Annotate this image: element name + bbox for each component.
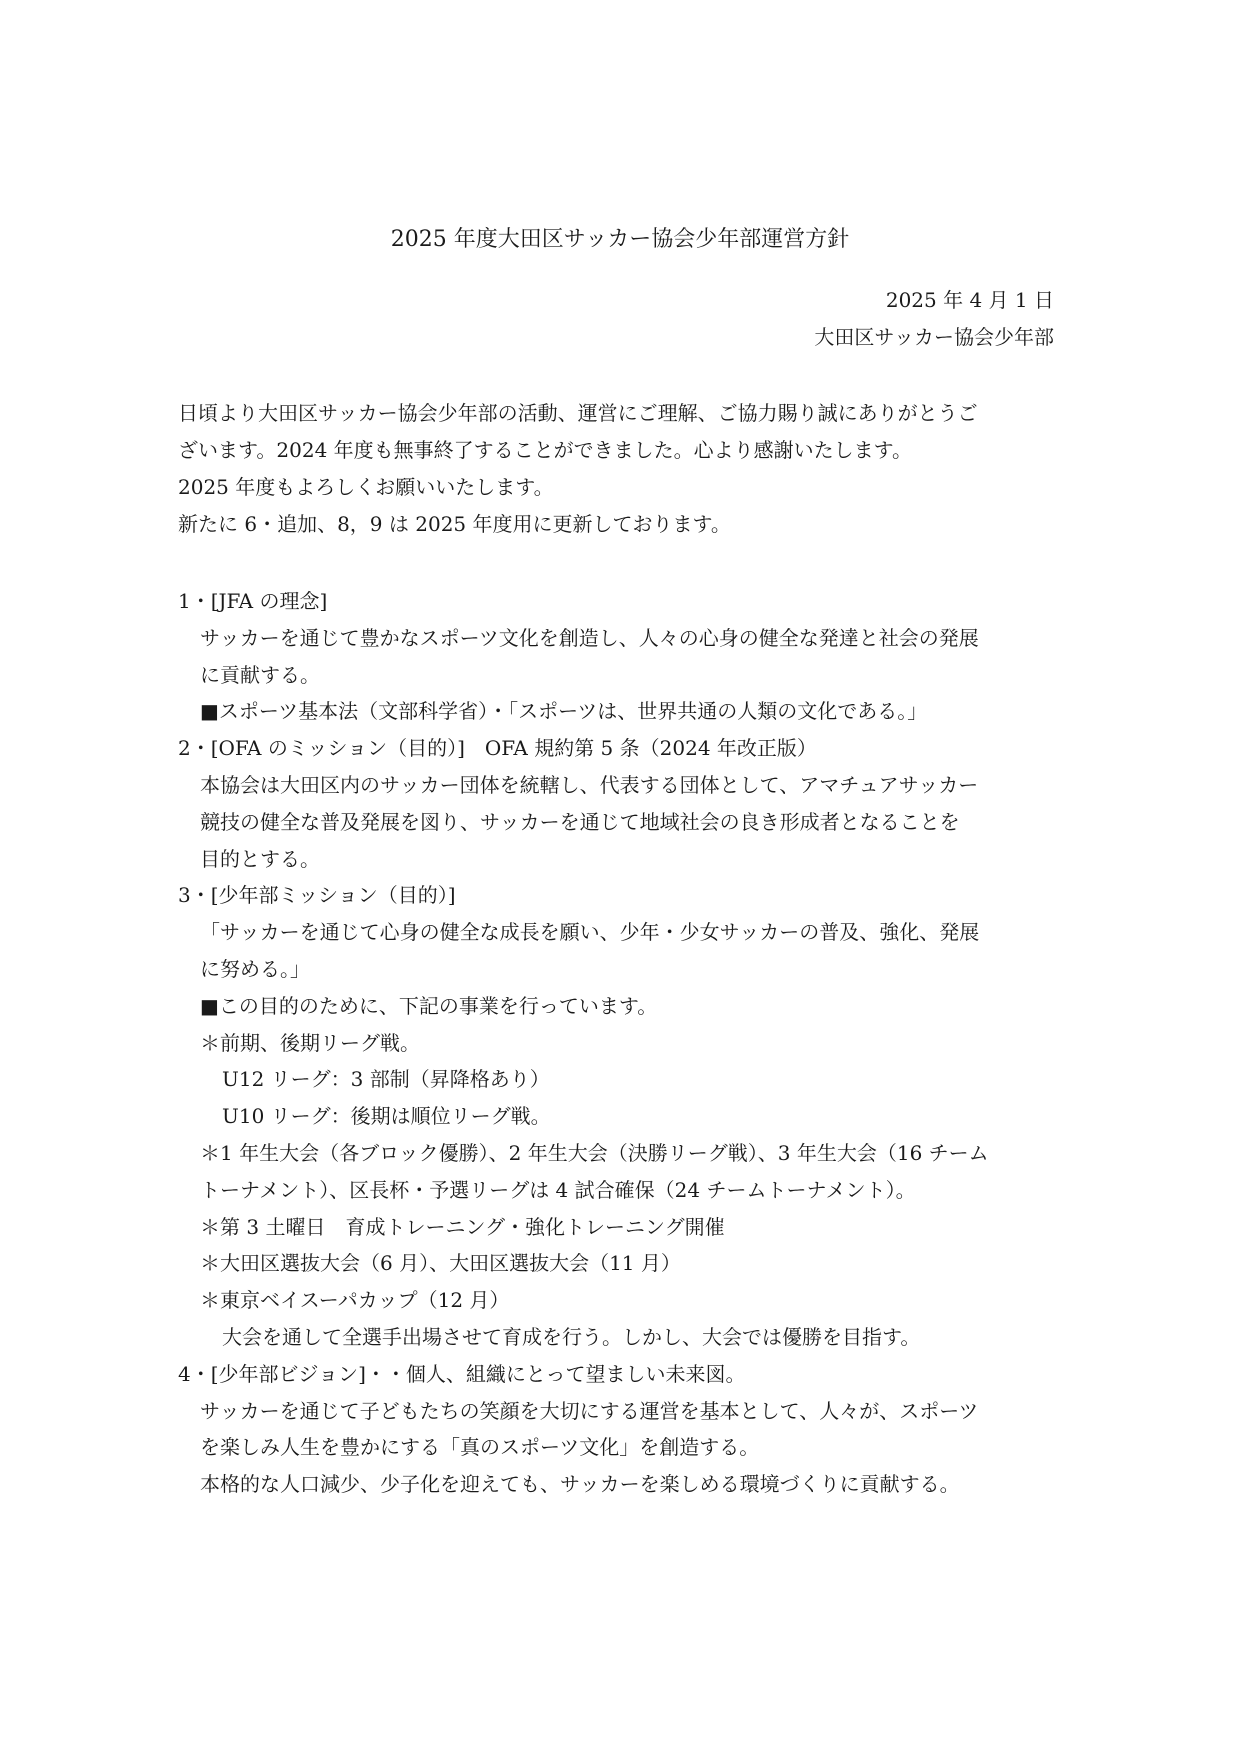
section-line: U10 リーグ：後期は順位リーグ戦。 [222, 1104, 551, 1129]
section-line: 「サッカーを通じて心身の健全な成長を願い、少年・少女サッカーの普及、強化、発展 [200, 920, 980, 945]
section-line: ■この目的のために、下記の事業を行っています。 [200, 993, 658, 1018]
document-title: 2025 年度大田区サッカー協会少年部運営方針 [390, 227, 850, 252]
section-line: ＊第 3 土曜日 育成トレーニング・強化トレーニング開催 [200, 1214, 725, 1239]
section-heading: 2・[OFA のミッション（目的）] OFA 規約第 5 条（2024 年改正版） [178, 736, 817, 761]
section-line: を楽しみ人生を豊かにする「真のスポーツ文化」を創造する。 [200, 1435, 760, 1460]
section-line: ＊1 年生大会（各ブロック優勝）、2 年生大会（決勝リーグ戦）、3 年生大会（16 チーム [200, 1140, 989, 1165]
section-line: ＊前期、後期リーグ戦。 [200, 1030, 420, 1055]
section-line: 目的とする。 [200, 846, 320, 871]
section-line: ■スポーツ基本法（文部科学省）・「スポーツは、世界共通の人類の文化である。」 [200, 699, 928, 724]
document-date: 2025 年 4 月 1 日 [885, 288, 1054, 312]
section-line: 本格的な人口減少、少子化を迎えても、サッカーを楽しめる環境づくりに貢献する。 [200, 1472, 960, 1497]
section-heading: 3・[少年部ミッション（目的）] [178, 883, 456, 908]
section-heading: 4・[少年部ビジョン]・・個人、組織にとって望ましい未来図。 [178, 1361, 746, 1386]
intro-paragraph [178, 395, 1078, 543]
section-line: サッカーを通じて豊かなスポーツ文化を創造し、人々の心身の健全な発達と社会の発展 [200, 625, 979, 650]
section-line: ＊東京ベイスーパカップ（12 月） [200, 1288, 510, 1313]
section-line: に貢献する。 [200, 662, 320, 687]
section-heading: 1・[JFA の理念] [178, 589, 328, 613]
section-line: 大会を通して全選手出場させて育成を行う。しかし、大会では優勝を目指す。 [222, 1324, 921, 1349]
section-jfa-philosophy [178, 583, 1078, 730]
section-line: サッカーを通じて子どもたちの笑顔を大切にする運営を基本として、人々が、スポーツ [200, 1398, 979, 1423]
section-line: 競技の健全な普及発展を図り、サッカーを通じて地域社会の良き形成者となることを [200, 809, 960, 834]
intro-line: 2025 年度もよろしくお願いいたします。 [178, 475, 554, 499]
section-line: に努める。」 [200, 956, 310, 981]
section-line: ＊大田区選抜大会（6 月）、大田区選抜大会（11 月） [200, 1251, 681, 1276]
section-line: 本協会は大田区内のサッカー団体を統轄し、代表する団体として、アマチュアサッカー [200, 772, 979, 797]
document-body [178, 583, 1078, 1503]
section-youth-mission [178, 877, 1078, 1355]
section-ofa-mission [178, 730, 1078, 877]
intro-line: ざいます。2024 年度も無事終了することができました。心より感謝いたします。 [178, 438, 913, 462]
intro-line: 日頃より大田区サッカー協会少年部の活動、運営にご理解、ご協力賜り誠にありがとうご [178, 401, 978, 425]
section-youth-vision [178, 1356, 1078, 1503]
intro-line: 新たに 6・追加、8，9 は 2025 年度用に更新しております。 [178, 512, 731, 536]
section-line: トーナメント）、区長杯・予選リーグは 4 試合確保（24 チームトーナメント）。 [200, 1177, 916, 1202]
issuing-organization: 大田区サッカー協会少年部 [814, 325, 1054, 349]
section-line: U12 リーグ：3 部制（昇降格あり） [222, 1067, 550, 1092]
